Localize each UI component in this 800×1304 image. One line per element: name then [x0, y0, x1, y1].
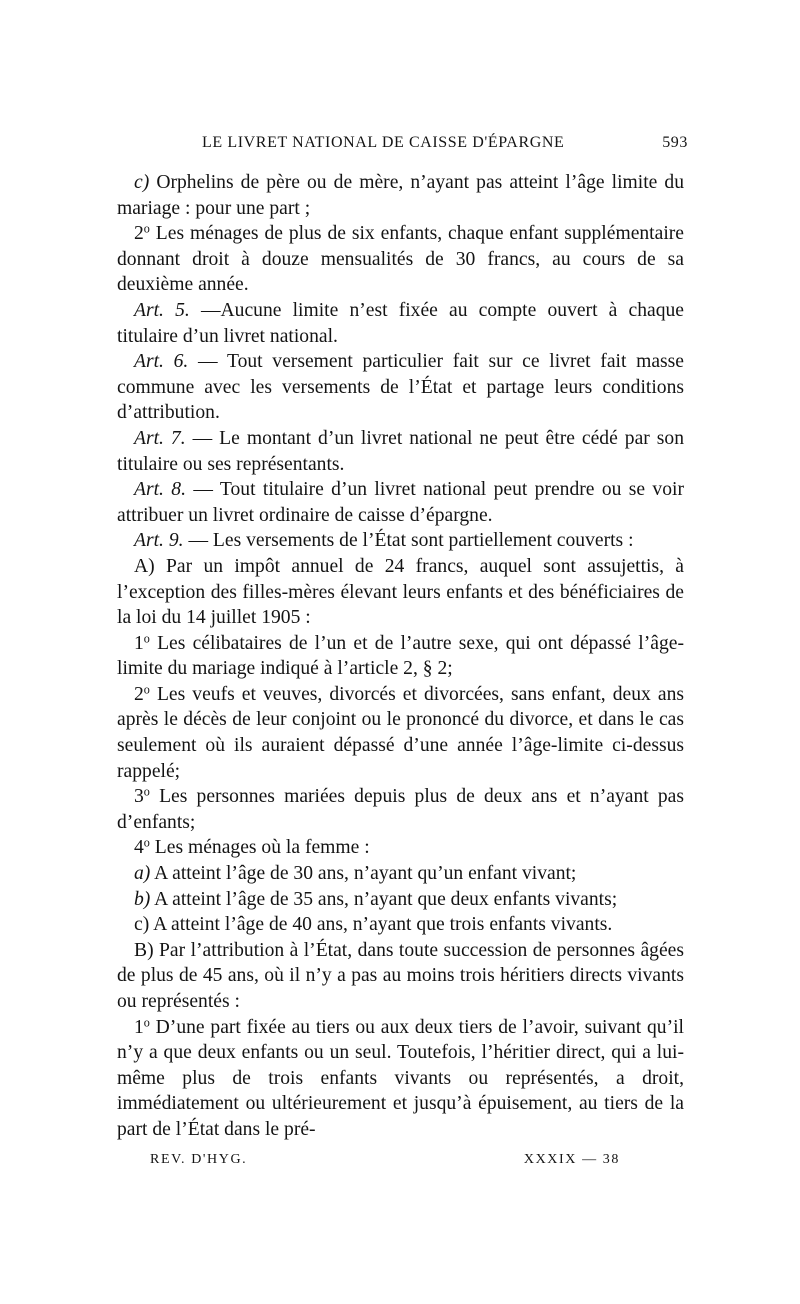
paragraph-lead: c)	[134, 914, 150, 936]
paragraph-lead: 1	[134, 632, 144, 654]
paragraph-text: — Les versements de l’État sont partiellement couverts :	[188, 530, 634, 552]
paragraph-b-attribution	[117, 938, 684, 1015]
article-lead: Art. 7.	[134, 427, 186, 449]
paragraph-2-veufs	[117, 682, 684, 784]
ordinal-mark: o	[143, 631, 150, 646]
running-header	[118, 134, 688, 158]
article-9	[117, 528, 684, 554]
page-body	[117, 170, 684, 1143]
footer-volume-signature: XXXIX — 38	[523, 1152, 620, 1167]
paragraph-b-35-ans	[117, 887, 684, 913]
ordinal-mark: o	[143, 221, 150, 236]
paragraph-text: Les personnes mariées depuis plus de deux ans et n’ayant pas d’enfants;	[117, 786, 684, 833]
article-6	[117, 349, 684, 426]
article-lead: Art. 5.	[134, 299, 190, 321]
paragraph-text: — Tout versement particulier fait sur ce livret fait masse commune avec les versements de l’État et partage leurs conditions d’attribution.	[117, 351, 684, 424]
ordinal-mark: o	[143, 784, 150, 799]
page-footer	[150, 1152, 620, 1174]
paragraph-4-menages	[117, 835, 684, 861]
article-7	[117, 426, 684, 477]
paragraph-text: A atteint l’âge de 30 ans, n’ayant qu’un enfant vivant;	[154, 863, 577, 885]
paragraph-menages-six-enfants	[117, 221, 684, 298]
paragraph-text: Par un impôt annuel de 24 francs, auquel sont assujettis, à l’exception des filles-mères élevant leurs enfants et des bénéficiaires de la loi du 14 juillet 1905 :	[117, 555, 685, 629]
article-lead: Art. 6.	[134, 351, 189, 373]
article-8	[117, 477, 684, 528]
ordinal-mark: o	[143, 835, 150, 850]
paragraph-lead: a)	[134, 863, 151, 885]
paragraph-text: Les ménages où la femme :	[154, 837, 370, 859]
ordinal-mark: o	[143, 1014, 150, 1029]
paragraph-text: Orphelins de père ou de mère, n’ayant pas atteint l’âge limite du mariage : pour une part ;	[117, 172, 685, 219]
paragraph-text: —Aucune limite n’est fixée au compte ouvert à chaque titulaire d’un livret national.	[117, 299, 684, 347]
paragraph-lead: 1	[134, 1016, 144, 1038]
paragraph-text: Par l’attribution à l’État, dans toute succession de personnes âgées de plus de 45 ans, où il n’y a pas au moins trois héritiers directs vivants ou représentés :	[117, 939, 684, 1012]
paragraph-lead: c)	[134, 172, 150, 193]
paragraph-lead: 4	[134, 837, 144, 859]
paragraph-text: Les veufs et veuves, divorcés et divorcées, sans enfant, deux ans après le décès de leur conjoint ou le prononcé du divorce, et dans le cas seulement où ils auraient dépassé d’une année l’âge-limite ci-dessus rappelé;	[117, 683, 684, 782]
paragraph-text: Les ménages de plus de six enfants, chaque enfant supplémentaire donnant droit à douze mensualités de 30 francs, au cours de sa deuxième année.	[117, 223, 684, 296]
paragraph-text: A atteint l’âge de 35 ans, n’ayant que deux enfants vivants;	[154, 888, 618, 910]
paragraph-1-part-fixee	[117, 1015, 684, 1143]
paragraph-lead: b)	[134, 888, 151, 910]
paragraph-text: — Le montant d’un livret national ne peut être cédé par son titulaire ou ses représentants.	[117, 427, 684, 475]
paragraph-text: Les célibataires de l’un et de l’autre sexe, qui ont dépassé l’âge-limite du mariage indiqué à l’article 2, § 2;	[117, 632, 684, 680]
paragraph-text: — Tout titulaire d’un livret national peut prendre ou se voir attribuer un livret ordinaire de caisse d’épargne.	[117, 479, 684, 526]
running-title: LE LIVRET NATIONAL DE CAISSE D'ÉPARGNE	[202, 134, 565, 151]
paragraph-c-orphelins	[117, 170, 684, 221]
article-lead: Art. 9.	[134, 530, 184, 552]
paragraph-a-30-ans	[117, 861, 684, 887]
paragraph-lead: B)	[134, 939, 154, 961]
paragraph-3-personnes-mariees	[117, 784, 684, 835]
paragraph-lead: 3	[134, 786, 144, 808]
paragraph-lead: A)	[134, 555, 155, 577]
paragraph-text: A atteint l’âge de 40 ans, n’ayant que trois enfants vivants.	[153, 914, 613, 936]
article-lead: Art. 8.	[134, 479, 186, 501]
ordinal-mark: o	[143, 682, 150, 697]
paragraph-c-40-ans	[117, 912, 684, 938]
page-number: 593	[662, 134, 688, 151]
paragraph-a-impot	[117, 554, 684, 631]
footer-journal-signature: REV. D'HYG.	[150, 1152, 248, 1167]
paragraph-lead: 2	[134, 683, 144, 705]
paragraph-text: D’une part fixée au tiers ou aux deux tiers de l’avoir, suivant qu’il n’y a que deux enfants ou un seul. Toutefois, l’héritier direct, qui a lui-même plus de trois enfants vivants ou représentés, a droit, immédiatement ou ultérieurement et jusqu’à épuisement, au tiers de la part de l’État dans le pré-	[117, 1016, 684, 1140]
paragraph-lead: 2	[134, 223, 144, 245]
article-5	[117, 298, 684, 349]
paragraph-1-celibataires	[117, 631, 684, 682]
